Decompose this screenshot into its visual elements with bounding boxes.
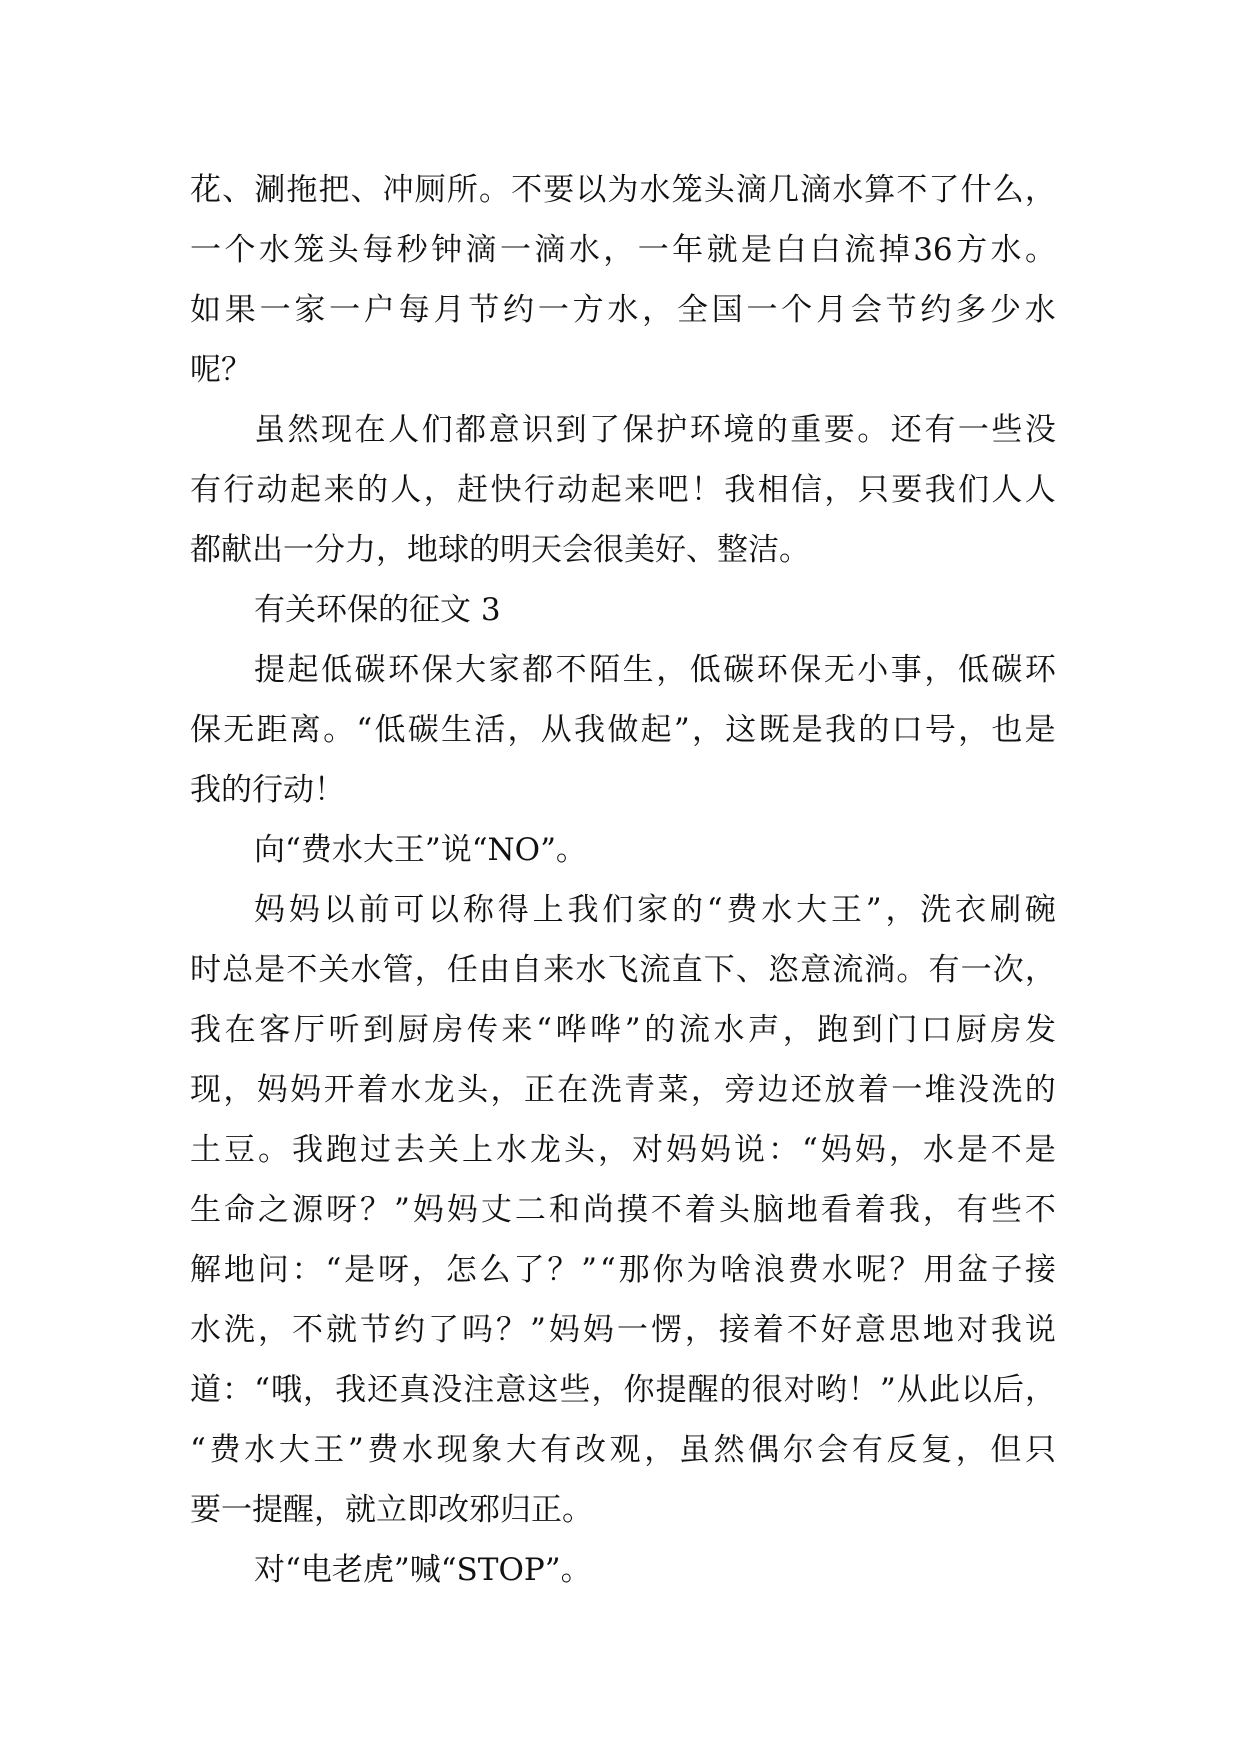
section-heading: 有关环保的征文 3 bbox=[254, 592, 501, 628]
text-line: 我 在 客 厅 听 到 厨 房 传 来 “ 哗 哗 ” 的 流 水 声 ， 跑 到 门 口 厨 房 发 bbox=[190, 1012, 1056, 1048]
text-line: “ 费 水 大 王 ” 费 水 现 象 大 有 改 观 ， 虽 然 偶 尔 会 有 反 复 ， 但 只 bbox=[190, 1432, 1056, 1468]
text-line: 水 洗 ， 不 就 节 约 了 吗 ？ ” 妈 妈 一 愣 ， 接 着 不 好 意 思 地 对 我 说 bbox=[190, 1312, 1056, 1348]
text-line: 如 果 一 家 一 户 每 月 节 约 一 方 水 ， 全 国 一 个 月 会 节 约 多 少 水 bbox=[190, 292, 1056, 328]
text-line: 提 起 低 碳 环 保 大 家 都 不 陌 生 ， 低 碳 环 保 无 小 事 ， 低 碳 环 bbox=[254, 652, 1056, 688]
text-line: 要一提醒，就立即改邪归正。 bbox=[190, 1492, 593, 1528]
body-text bbox=[190, 160, 1056, 1600]
text-line: 向“费水大王”说“NO”。 bbox=[254, 832, 587, 868]
text-line: 道 ： “ 哦 ， 我 还 真 没 注 意 这 些 ， 你 提 醒 的 很 对 哟 ！ ” 从 此 以 后 ， bbox=[190, 1372, 1056, 1408]
text-line: 一 个 水 笼 头 每 秒 钟 滴 一 滴 水 ， 一 年 就 是 白 白 流 掉 36 方 水 。 bbox=[190, 232, 1056, 268]
text-line: 解 地 问 ： “ 是 呀 ， 怎 么 了 ？ ” “ 那 你 为 啥 浪 费 水 呢 ？ 用 盆 子 接 bbox=[190, 1252, 1056, 1288]
text-line: 花 、 涮 拖 把 、 冲 厕 所 。 不 要 以 为 水 笼 头 滴 几 滴 水 算 不 了 什 么 ， bbox=[190, 172, 1056, 208]
text-line: 虽 然 现 在 人 们 都 意 识 到 了 保 护 环 境 的 重 要 。 还 有 一 些 没 bbox=[254, 412, 1056, 448]
text-line: 妈 妈 以 前 可 以 称 得 上 我 们 家 的 “ 费 水 大 王 ” ， 洗 衣 刷 碗 bbox=[254, 892, 1056, 928]
text-line: 土 豆 。 我 跑 过 去 关 上 水 龙 头 ， 对 妈 妈 说 ： “ 妈 妈 ， 水 是 不 是 bbox=[190, 1132, 1056, 1168]
text-line: 现 ， 妈 妈 开 着 水 龙 头 ， 正 在 洗 青 菜 ， 旁 边 还 放 着 一 堆 没 洗 的 bbox=[190, 1072, 1056, 1108]
text-line: 生 命 之 源 呀 ？ ” 妈 妈 丈 二 和 尚 摸 不 着 头 脑 地 看 着 我 ， 有 些 不 bbox=[190, 1192, 1056, 1228]
text-line: 呢？ bbox=[190, 352, 252, 388]
text-line: 我的行动！ bbox=[190, 772, 345, 808]
text-line: 保 无 距 离 。 “ 低 碳 生 活 ， 从 我 做 起 ” ， 这 既 是 我 的 口 号 ， 也 是 bbox=[190, 712, 1056, 748]
text-line: 时 总 是 不 关 水 管 ， 任 由 自 来 水 飞 流 直 下 、 恣 意 流 淌 。 有 一 次 ， bbox=[190, 952, 1056, 988]
text-line: 对“电老虎”喊“STOP”。 bbox=[254, 1552, 592, 1588]
text-line: 有 行 动 起 来 的 人 ， 赶 快 行 动 起 来 吧 ！ 我 相 信 ， 只 要 我 们 人 人 bbox=[190, 472, 1056, 508]
text-line: 都献出一分力，地球的明天会很美好、整洁。 bbox=[190, 532, 810, 568]
